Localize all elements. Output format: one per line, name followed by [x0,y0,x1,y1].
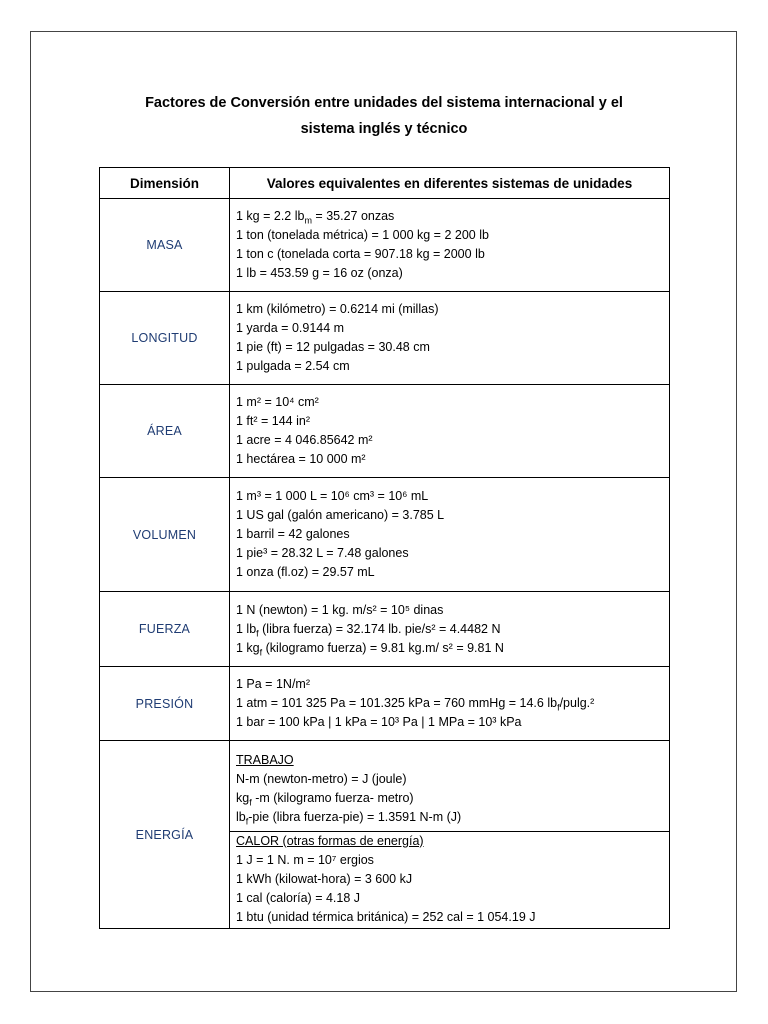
value-line: 1 kg = 2.2 $lb_m = 35.27$ onzas [236,209,395,226]
table-row-area [100,385,670,478]
table-row-presion [100,667,670,741]
trabajo-heading: TRABAJO [236,752,294,767]
value-line: 1 pie (ft) = 12 pulgadas = 30.48 cm [236,340,430,354]
table-header-row [100,168,670,199]
values-cell [230,592,670,667]
value-line: 1 btu (unidad térmica británica) = 252 cal = 1 054.19 J [236,909,536,924]
value-line: N-m (newton-metro) = J (joule) [236,771,407,786]
values-cell [230,741,670,929]
value-line: 1 ton c (tonelada corta = 907.18 kg = 2000 lb [236,247,485,261]
value-line: 1 atm = 101 325 Pa = 101.325 kPa = 760 mmHg = 14.6 $lb_f/pulg.^2$ [236,696,595,713]
value-line: 1 ft² = 144 in² [236,414,310,428]
document-title [100,90,668,142]
values-cell [230,292,670,385]
value-line: 1 m³ = 1 000 L = 10⁶ cm³ = 10⁶ mL [236,489,429,503]
value-line: 1 Pa = 1N/m² [236,677,310,691]
header-values: Valores equivalentes en diferentes sistemas de unidades [230,168,670,199]
value-line: 1 bar = 100 kPa | 1 kPa = 10³ Pa | 1 MPa = 10³ kPa [236,715,522,729]
value-line: $kg_f$ -m (kilogramo fuerza- metro) [236,790,414,807]
dimension-label: ENERGÍA [100,741,230,929]
value-line: 1 US gal (galón americano) = 3.785 L [236,508,445,522]
conversion-table [99,167,670,929]
dimension-label: MASA [100,199,230,292]
dimension-label: VOLUMEN [100,478,230,592]
value-line: 1 J = 1 N. m = 10⁷ ergios [236,852,374,867]
values-cell [230,478,670,592]
table-row-fuerza [100,592,670,667]
dimension-label: FUERZA [100,592,230,667]
table-row-masa [100,199,670,292]
value-line: 1 acre = 4 046.85642 m² [236,433,373,447]
value-line: 1 pulgada = 2.54 cm [236,359,350,373]
value-line: 1 pie³ = 28.32 L = 7.48 galones [236,546,409,560]
header-dimension: Dimensión [100,168,230,199]
value-line: 1 cal (caloría) = 4.18 J [236,890,361,905]
value-line: 1 ton (tonelada métrica) = 1 000 kg = 2 200 lb [236,228,489,242]
values-cell [230,385,670,478]
value-line: 1 hectárea = 10 000 m² [236,452,366,466]
value-line: 1 m² = 10⁴ cm² [236,395,319,409]
value-line: 1 onza (fl.oz) = 29.57 mL [236,565,375,579]
value-line: 1 yarda = 0.9144 m [236,321,345,335]
value-line: 1 km (kilómetro) = 0.6214 mi (millas) [236,302,439,316]
dimension-label: PRESIÓN [100,667,230,741]
value-line: 1 lb = 453.59 g = 16 oz (onza) [236,266,403,280]
title-line-2: sistema inglés y técnico [300,121,468,137]
value-line: 1 $lb_f$ (libra fuerza) = 32.174 lb. pie/s² = 4.4482 N [236,621,501,638]
table-row-energia [100,741,670,929]
table-row-longitud [100,292,670,385]
value-line: $lb_f$-pie (libra fuerza-pie) = 1.3591 N-m (J) [236,809,462,826]
values-cell [230,199,670,292]
dimension-label: ÁREA [100,385,230,478]
values-cell [230,667,670,741]
table-row-volumen [100,478,670,592]
value-line: 1 kWh (kilowat-hora) = 3 600 kJ [236,871,413,886]
value-line: 1 N (newton) = 1 kg. m/s² = 10⁵ dinas [236,602,444,617]
calor-heading: CALOR (otras formas de energía) [236,833,424,848]
dimension-label: LONGITUD [100,292,230,385]
value-line: 1 $kg_f$ (kilogramo fuerza) = 9.81 kg.m/ s² = 9.81 N [236,640,504,657]
value-line: 1 barril = 42 galones [236,527,350,541]
title-line-1: Factores de Conversión entre unidades del sistema internacional y el [145,95,623,111]
